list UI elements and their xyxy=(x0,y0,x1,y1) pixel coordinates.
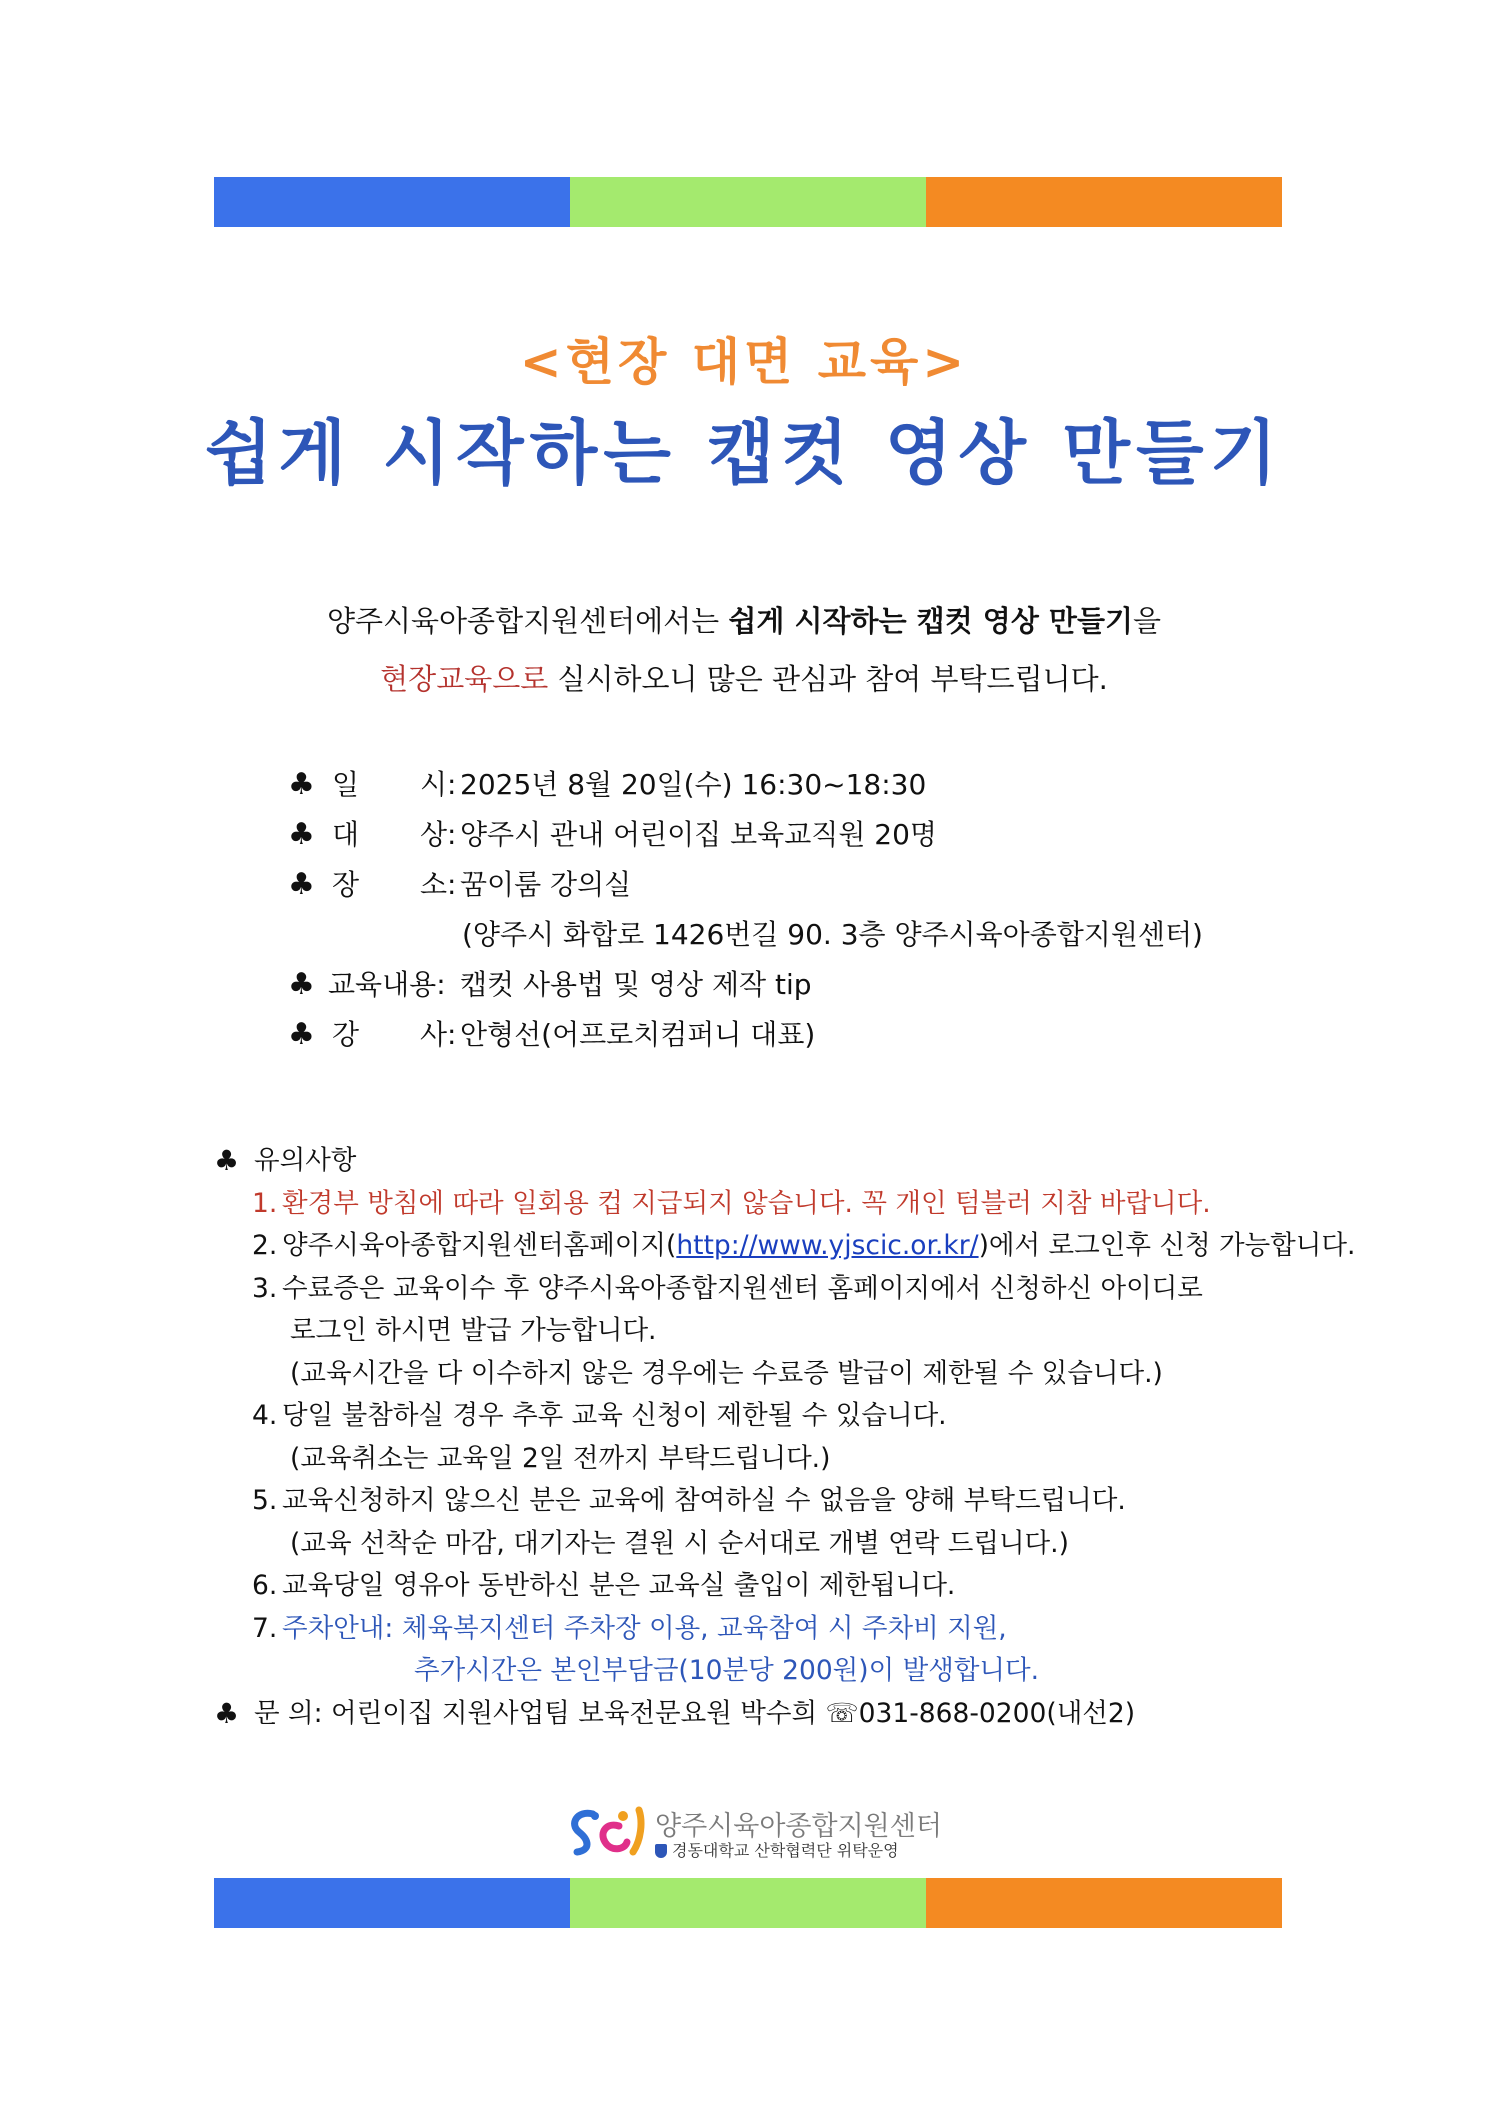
detail-content-label: 교육내용: xyxy=(328,968,446,1001)
note-continuation: (교육 선착순 마감, 대기자는 결원 시 순서대로 개별 연락 드립니다.) xyxy=(290,1527,1069,1559)
bar-orange-segment xyxy=(926,1878,1282,1928)
detail-label-char1: 일 xyxy=(332,768,360,801)
note-2-pre: 양주시육아종합지원센터홈페이지( xyxy=(282,1230,677,1261)
logo-name: 양주시육아종합지원센터 xyxy=(655,1811,942,1842)
note-5-cont-1 xyxy=(214,1523,1284,1566)
note-3-cont-2 xyxy=(214,1353,1284,1396)
contact-text xyxy=(254,1693,1135,1736)
intro-line1-pre: 양주시육아종합지원센터에서는 xyxy=(326,604,729,638)
intro-line1-bold: 쉽게 시작하는 캡컷 영상 만들기 xyxy=(728,604,1133,638)
phone-icon: ☏ xyxy=(825,1697,859,1729)
note-2 xyxy=(214,1225,1356,1268)
note-continuation: (교육시간을 다 이수하지 않은 경우에는 수료증 발급이 제한될 수 있습니다.) xyxy=(290,1357,1163,1389)
contact-label: 문 의: xyxy=(254,1697,323,1729)
intro-text xyxy=(0,592,1488,708)
note-number: 7. xyxy=(252,1612,278,1644)
intro-line2-red: 현장교육으로 xyxy=(380,662,549,696)
notes-heading: 유의사항 xyxy=(254,1145,357,1176)
detail-label-char2: 소: xyxy=(420,868,457,901)
note-4 xyxy=(214,1395,1284,1438)
bar-blue-segment xyxy=(214,1878,570,1928)
detail-label-char2: 시: xyxy=(420,768,457,801)
note-7-cont-1 xyxy=(214,1650,1284,1693)
note-text xyxy=(282,1225,1355,1268)
event-subtitle: <현장 대면 교육> xyxy=(519,333,969,391)
homepage-link[interactable]: http://www.yjscic.or.kr/ xyxy=(676,1230,979,1261)
bar-green-segment xyxy=(570,1878,926,1928)
bar-green-segment xyxy=(570,177,926,227)
note-number: 4. xyxy=(252,1400,278,1431)
intro-line-2 xyxy=(0,650,1488,708)
note-text: 당일 불참하실 경우 추후 교육 신청이 제한될 수 있습니다. xyxy=(282,1400,947,1431)
club-icon: ♣ xyxy=(214,1144,240,1177)
top-color-bar xyxy=(214,177,1282,227)
note-5 xyxy=(214,1480,1284,1523)
note-3 xyxy=(214,1268,1284,1311)
detail-place-value: 꿈이룸 강의실 xyxy=(460,868,632,901)
club-icon: ♣ xyxy=(288,967,315,1002)
club-icon: ♣ xyxy=(288,767,315,802)
contact-phone: 031-868-0200(내선2) xyxy=(858,1697,1136,1729)
intro-line2-rest: 실시하오니 많은 관심과 참여 부탁드립니다. xyxy=(548,662,1108,696)
club-icon: ♣ xyxy=(288,1017,315,1052)
detail-place-address-value: (양주시 화합로 1426번길 90. 3층 양주시육아종합지원센터) xyxy=(462,918,1203,951)
intro-line-1 xyxy=(0,592,1488,650)
note-number: 6. xyxy=(252,1570,278,1601)
note-number: 3. xyxy=(252,1272,278,1304)
bar-orange-segment xyxy=(926,177,1282,227)
note-number: 5. xyxy=(252,1485,278,1516)
note-1 xyxy=(214,1183,1284,1226)
note-3-cont-1 xyxy=(214,1310,1284,1353)
detail-label-char1: 대 xyxy=(332,818,360,851)
logo-subtext-value: 경동대학교 산학협력단 위탁운영 xyxy=(672,1841,899,1860)
contact-row xyxy=(214,1693,1284,1736)
note-2-post: )에서 로그인후 신청 가능합니다. xyxy=(978,1230,1356,1261)
note-continuation: 추가시간은 본인부담금(10분당 200원)이 발생합니다. xyxy=(414,1655,1040,1686)
logo-mark-icon xyxy=(563,1800,651,1862)
intro-line1-post: 을 xyxy=(1132,604,1161,638)
detail-label-char1: 장 xyxy=(332,868,360,901)
club-icon: ♣ xyxy=(214,1696,240,1730)
note-number: 1. xyxy=(252,1187,278,1219)
note-text: 교육당일 영유아 동반하신 분은 교육실 출입이 제한됩니다. xyxy=(282,1570,956,1601)
center-logo xyxy=(563,1800,963,1862)
logo-subtext xyxy=(655,1838,899,1861)
detail-content-value: 캡컷 사용법 및 영상 제작 tip xyxy=(460,968,812,1001)
detail-target-value: 양주시 관내 어린이집 보육교직원 20명 xyxy=(460,818,937,851)
note-text: 교육신청하지 않으신 분은 교육에 참여하실 수 없음을 양해 부탁드립니다. xyxy=(282,1485,1126,1516)
club-icon: ♣ xyxy=(288,867,315,902)
note-continuation: 로그인 하시면 발급 가능합니다. xyxy=(290,1315,657,1346)
event-title: 쉽게 시작하는 캡컷 영상 만들기 xyxy=(204,412,1284,494)
note-text: 환경부 방침에 따라 일회용 컵 지급되지 않습니다. 꼭 개인 텀블러 지참 바랍니다. xyxy=(282,1187,1211,1219)
bottom-color-bar xyxy=(214,1878,1282,1928)
detail-label-char2: 상: xyxy=(420,818,457,851)
bar-blue-segment xyxy=(214,177,570,227)
note-6 xyxy=(214,1565,1284,1608)
notes-section xyxy=(214,1140,1356,1735)
note-continuation: (교육취소는 교육일 2일 전까지 부탁드립니다.) xyxy=(290,1442,831,1474)
detail-label-char1: 강 xyxy=(332,1018,360,1051)
university-emblem-icon xyxy=(655,1844,667,1858)
note-number: 2. xyxy=(252,1230,278,1261)
detail-instructor-value: 안형선(어프로치컴퍼니 대표) xyxy=(460,1018,816,1051)
note-4-cont-1 xyxy=(214,1438,1284,1481)
detail-label-char2: 사: xyxy=(420,1018,457,1051)
note-text: 수료증은 교육이수 후 양주시육아종합지원센터 홈페이지에서 신청하신 아이디로 xyxy=(282,1272,1203,1304)
contact-value: 어린이집 지원사업팀 보육전문요원 박수희 xyxy=(331,1697,826,1729)
note-7 xyxy=(214,1608,1284,1651)
club-icon: ♣ xyxy=(288,817,315,852)
note-text: 주차안내: 체육복지센터 주차장 이용, 교육참여 시 주차비 지원, xyxy=(282,1612,1007,1644)
detail-date-value: 2025년 8월 20일(수) 16:30~18:30 xyxy=(460,768,927,801)
notes-heading-row xyxy=(214,1140,1284,1183)
